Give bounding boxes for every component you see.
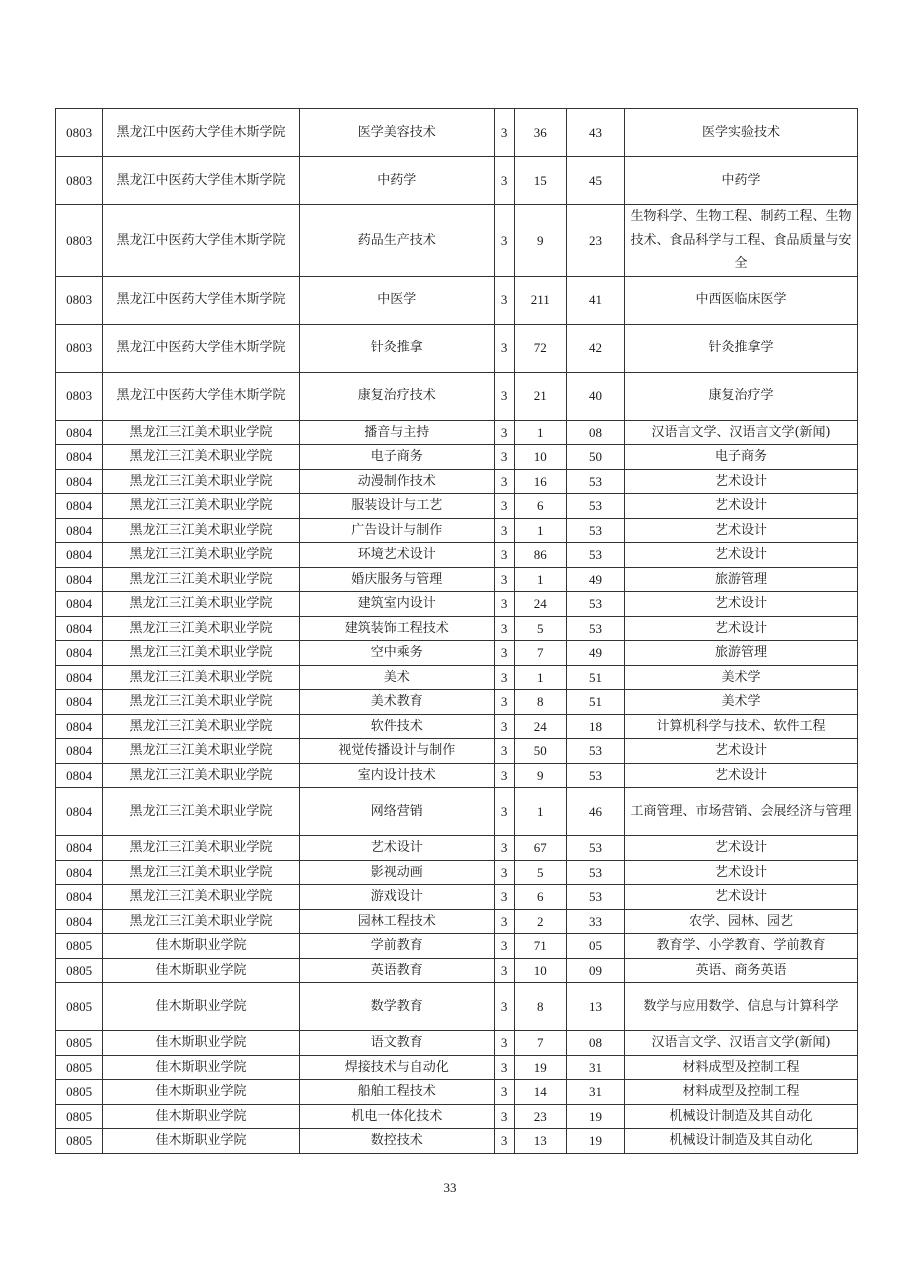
target-major-cell: 数学与应用数学、信息与计算科学 <box>625 983 858 1031</box>
years-cell: 3 <box>494 543 514 568</box>
page-number: 33 <box>443 1180 457 1195</box>
plan-cell: 14 <box>514 1080 566 1105</box>
target-major-cell: 艺术设计 <box>625 836 858 861</box>
target-code-cell: 49 <box>566 641 624 666</box>
code-cell: 0804 <box>56 445 103 470</box>
target-code-cell: 42 <box>566 324 624 372</box>
target-code-cell: 53 <box>566 543 624 568</box>
school-cell: 佳木斯职业学院 <box>103 958 300 983</box>
years-cell: 3 <box>494 1055 514 1080</box>
major-cell: 数学教育 <box>299 983 494 1031</box>
target-code-cell: 53 <box>566 836 624 861</box>
code-cell: 0805 <box>56 983 103 1031</box>
major-cell: 建筑装饰工程技术 <box>299 616 494 641</box>
major-cell: 空中乘务 <box>299 641 494 666</box>
plan-cell: 24 <box>514 714 566 739</box>
major-cell: 游戏设计 <box>299 885 494 910</box>
plan-cell: 1 <box>514 420 566 445</box>
school-cell: 黑龙江中医药大学佳木斯学院 <box>103 109 300 157</box>
code-cell: 0803 <box>56 372 103 420</box>
school-cell: 佳木斯职业学院 <box>103 1031 300 1056</box>
code-cell: 0803 <box>56 324 103 372</box>
table-row <box>56 763 858 788</box>
target-code-cell: 46 <box>566 788 624 836</box>
code-cell: 0804 <box>56 763 103 788</box>
code-cell: 0805 <box>56 958 103 983</box>
major-cell: 园林工程技术 <box>299 909 494 934</box>
years-cell: 3 <box>494 1080 514 1105</box>
code-cell: 0803 <box>56 109 103 157</box>
major-cell: 环境艺术设计 <box>299 543 494 568</box>
plan-cell: 72 <box>514 324 566 372</box>
plan-cell: 36 <box>514 109 566 157</box>
plan-cell: 6 <box>514 494 566 519</box>
table-row <box>56 420 858 445</box>
school-cell: 佳木斯职业学院 <box>103 1080 300 1105</box>
code-cell: 0804 <box>56 714 103 739</box>
years-cell: 3 <box>494 1129 514 1154</box>
target-code-cell: 18 <box>566 714 624 739</box>
table-row <box>56 739 858 764</box>
target-major-cell: 材料成型及控制工程 <box>625 1055 858 1080</box>
table-row <box>56 445 858 470</box>
school-cell: 黑龙江三江美术职业学院 <box>103 714 300 739</box>
code-cell: 0804 <box>56 641 103 666</box>
plan-cell: 10 <box>514 445 566 470</box>
code-cell: 0804 <box>56 909 103 934</box>
school-cell: 佳木斯职业学院 <box>103 1104 300 1129</box>
target-major-cell: 艺术设计 <box>625 616 858 641</box>
years-cell: 3 <box>494 372 514 420</box>
target-major-cell: 艺术设计 <box>625 469 858 494</box>
plan-cell: 86 <box>514 543 566 568</box>
table-row <box>56 909 858 934</box>
school-cell: 黑龙江三江美术职业学院 <box>103 885 300 910</box>
years-cell: 3 <box>494 788 514 836</box>
table-row <box>56 934 858 959</box>
years-cell: 3 <box>494 763 514 788</box>
target-code-cell: 19 <box>566 1129 624 1154</box>
target-major-cell: 医学实验技术 <box>625 109 858 157</box>
code-cell: 0805 <box>56 1080 103 1105</box>
target-major-cell: 旅游管理 <box>625 567 858 592</box>
table-row <box>56 1104 858 1129</box>
table-row <box>56 641 858 666</box>
target-major-cell: 艺术设计 <box>625 543 858 568</box>
target-major-cell: 艺术设计 <box>625 518 858 543</box>
plan-cell: 1 <box>514 567 566 592</box>
school-cell: 佳木斯职业学院 <box>103 983 300 1031</box>
code-cell: 0804 <box>56 739 103 764</box>
major-cell: 服装设计与工艺 <box>299 494 494 519</box>
target-code-cell: 51 <box>566 690 624 715</box>
table-row <box>56 983 858 1031</box>
school-cell: 佳木斯职业学院 <box>103 934 300 959</box>
table-row <box>56 592 858 617</box>
major-cell: 广告设计与制作 <box>299 518 494 543</box>
target-major-cell: 中西医临床医学 <box>625 276 858 324</box>
major-cell: 建筑室内设计 <box>299 592 494 617</box>
major-cell: 软件技术 <box>299 714 494 739</box>
table-row <box>56 157 858 205</box>
school-cell: 黑龙江三江美术职业学院 <box>103 543 300 568</box>
table-row <box>56 1080 858 1105</box>
years-cell: 3 <box>494 665 514 690</box>
school-cell: 黑龙江三江美术职业学院 <box>103 690 300 715</box>
target-major-cell: 针灸推拿学 <box>625 324 858 372</box>
target-major-cell: 计算机科学与技术、软件工程 <box>625 714 858 739</box>
plan-cell: 8 <box>514 983 566 1031</box>
target-major-cell: 艺术设计 <box>625 763 858 788</box>
school-cell: 佳木斯职业学院 <box>103 1129 300 1154</box>
major-cell: 康复治疗技术 <box>299 372 494 420</box>
table-row <box>56 885 858 910</box>
target-major-cell: 生物科学、生物工程、制药工程、生物技术、食品科学与工程、食品质量与安全 <box>625 205 858 277</box>
code-cell: 0804 <box>56 469 103 494</box>
school-cell: 黑龙江三江美术职业学院 <box>103 763 300 788</box>
table-row <box>56 690 858 715</box>
code-cell: 0805 <box>56 1104 103 1129</box>
code-cell: 0804 <box>56 860 103 885</box>
table-row <box>56 860 858 885</box>
school-cell: 黑龙江三江美术职业学院 <box>103 836 300 861</box>
major-cell: 播音与主持 <box>299 420 494 445</box>
target-code-cell: 53 <box>566 469 624 494</box>
table-row <box>56 372 858 420</box>
table-body <box>56 109 858 1154</box>
years-cell: 3 <box>494 1031 514 1056</box>
target-major-cell: 旅游管理 <box>625 641 858 666</box>
plan-cell: 71 <box>514 934 566 959</box>
plan-cell: 19 <box>514 1055 566 1080</box>
years-cell: 3 <box>494 420 514 445</box>
years-cell: 3 <box>494 567 514 592</box>
target-code-cell: 45 <box>566 157 624 205</box>
years-cell: 3 <box>494 934 514 959</box>
target-code-cell: 09 <box>566 958 624 983</box>
code-cell: 0805 <box>56 1055 103 1080</box>
plan-cell: 13 <box>514 1129 566 1154</box>
target-code-cell: 53 <box>566 763 624 788</box>
table-row <box>56 1055 858 1080</box>
years-cell: 3 <box>494 909 514 934</box>
plan-cell: 2 <box>514 909 566 934</box>
years-cell: 3 <box>494 690 514 715</box>
plan-cell: 23 <box>514 1104 566 1129</box>
major-cell: 英语教育 <box>299 958 494 983</box>
major-cell: 婚庆服务与管理 <box>299 567 494 592</box>
years-cell: 3 <box>494 109 514 157</box>
table-row <box>56 616 858 641</box>
plan-cell: 16 <box>514 469 566 494</box>
major-cell: 学前教育 <box>299 934 494 959</box>
table-row <box>56 469 858 494</box>
table-row <box>56 1031 858 1056</box>
target-major-cell: 机械设计制造及其自动化 <box>625 1104 858 1129</box>
code-cell: 0804 <box>56 543 103 568</box>
target-code-cell: 19 <box>566 1104 624 1129</box>
code-cell: 0805 <box>56 934 103 959</box>
code-cell: 0804 <box>56 690 103 715</box>
target-code-cell: 53 <box>566 592 624 617</box>
target-major-cell: 机械设计制造及其自动化 <box>625 1129 858 1154</box>
target-code-cell: 53 <box>566 518 624 543</box>
major-cell: 医学美容技术 <box>299 109 494 157</box>
school-cell: 黑龙江中医药大学佳木斯学院 <box>103 372 300 420</box>
major-cell: 影视动画 <box>299 860 494 885</box>
target-major-cell: 美术学 <box>625 665 858 690</box>
target-major-cell: 艺术设计 <box>625 885 858 910</box>
target-major-cell: 教育学、小学教育、学前教育 <box>625 934 858 959</box>
target-major-cell: 汉语言文学、汉语言文学(新闻) <box>625 420 858 445</box>
school-cell: 佳木斯职业学院 <box>103 1055 300 1080</box>
plan-cell: 5 <box>514 616 566 641</box>
years-cell: 3 <box>494 494 514 519</box>
plan-cell: 8 <box>514 690 566 715</box>
years-cell: 3 <box>494 445 514 470</box>
major-cell: 电子商务 <box>299 445 494 470</box>
target-major-cell: 英语、商务英语 <box>625 958 858 983</box>
plan-cell: 6 <box>514 885 566 910</box>
target-major-cell: 材料成型及控制工程 <box>625 1080 858 1105</box>
school-cell: 黑龙江三江美术职业学院 <box>103 469 300 494</box>
years-cell: 3 <box>494 518 514 543</box>
years-cell: 3 <box>494 205 514 277</box>
target-code-cell: 41 <box>566 276 624 324</box>
table-row <box>56 205 858 277</box>
major-cell: 语文教育 <box>299 1031 494 1056</box>
target-code-cell: 53 <box>566 616 624 641</box>
target-code-cell: 51 <box>566 665 624 690</box>
plan-cell: 67 <box>514 836 566 861</box>
target-code-cell: 53 <box>566 885 624 910</box>
target-major-cell: 美术学 <box>625 690 858 715</box>
target-major-cell: 电子商务 <box>625 445 858 470</box>
school-cell: 黑龙江三江美术职业学院 <box>103 494 300 519</box>
plan-cell: 9 <box>514 763 566 788</box>
school-cell: 黑龙江三江美术职业学院 <box>103 641 300 666</box>
target-major-cell: 中药学 <box>625 157 858 205</box>
code-cell: 0805 <box>56 1031 103 1056</box>
code-cell: 0804 <box>56 788 103 836</box>
school-cell: 黑龙江中医药大学佳木斯学院 <box>103 276 300 324</box>
major-cell: 艺术设计 <box>299 836 494 861</box>
plan-cell: 50 <box>514 739 566 764</box>
school-cell: 黑龙江三江美术职业学院 <box>103 445 300 470</box>
plan-cell: 1 <box>514 518 566 543</box>
target-major-cell: 艺术设计 <box>625 739 858 764</box>
major-cell: 中医学 <box>299 276 494 324</box>
target-code-cell: 49 <box>566 567 624 592</box>
years-cell: 3 <box>494 1104 514 1129</box>
code-cell: 0804 <box>56 885 103 910</box>
table-row <box>56 1129 858 1154</box>
table-row <box>56 788 858 836</box>
plan-cell: 1 <box>514 665 566 690</box>
years-cell: 3 <box>494 157 514 205</box>
code-cell: 0804 <box>56 665 103 690</box>
target-code-cell: 33 <box>566 909 624 934</box>
school-cell: 黑龙江中医药大学佳木斯学院 <box>103 157 300 205</box>
code-cell: 0804 <box>56 420 103 445</box>
years-cell: 3 <box>494 324 514 372</box>
target-code-cell: 13 <box>566 983 624 1031</box>
years-cell: 3 <box>494 616 514 641</box>
major-cell: 数控技术 <box>299 1129 494 1154</box>
target-code-cell: 53 <box>566 860 624 885</box>
major-cell: 焊接技术与自动化 <box>299 1055 494 1080</box>
target-code-cell: 08 <box>566 1031 624 1056</box>
code-cell: 0803 <box>56 205 103 277</box>
school-cell: 黑龙江中医药大学佳木斯学院 <box>103 324 300 372</box>
years-cell: 3 <box>494 276 514 324</box>
school-cell: 黑龙江三江美术职业学院 <box>103 616 300 641</box>
table-row <box>56 109 858 157</box>
code-cell: 0805 <box>56 1129 103 1154</box>
code-cell: 0804 <box>56 518 103 543</box>
table-row <box>56 276 858 324</box>
code-cell: 0804 <box>56 494 103 519</box>
plan-cell: 7 <box>514 641 566 666</box>
major-cell: 动漫制作技术 <box>299 469 494 494</box>
years-cell: 3 <box>494 836 514 861</box>
target-major-cell: 艺术设计 <box>625 494 858 519</box>
plan-cell: 7 <box>514 1031 566 1056</box>
code-cell: 0804 <box>56 616 103 641</box>
target-code-cell: 43 <box>566 109 624 157</box>
school-cell: 黑龙江三江美术职业学院 <box>103 909 300 934</box>
school-cell: 黑龙江三江美术职业学院 <box>103 592 300 617</box>
code-cell: 0803 <box>56 157 103 205</box>
years-cell: 3 <box>494 860 514 885</box>
major-cell: 针灸推拿 <box>299 324 494 372</box>
plan-cell: 10 <box>514 958 566 983</box>
target-code-cell: 50 <box>566 445 624 470</box>
plan-cell: 211 <box>514 276 566 324</box>
target-code-cell: 31 <box>566 1055 624 1080</box>
enrollment-table <box>55 108 858 1154</box>
years-cell: 3 <box>494 592 514 617</box>
target-code-cell: 53 <box>566 739 624 764</box>
years-cell: 3 <box>494 739 514 764</box>
table-row <box>56 567 858 592</box>
plan-cell: 1 <box>514 788 566 836</box>
target-code-cell: 23 <box>566 205 624 277</box>
major-cell: 视觉传播设计与制作 <box>299 739 494 764</box>
major-cell: 美术教育 <box>299 690 494 715</box>
table-row <box>56 543 858 568</box>
school-cell: 黑龙江三江美术职业学院 <box>103 567 300 592</box>
school-cell: 黑龙江三江美术职业学院 <box>103 739 300 764</box>
school-cell: 黑龙江三江美术职业学院 <box>103 788 300 836</box>
school-cell: 黑龙江三江美术职业学院 <box>103 665 300 690</box>
plan-cell: 15 <box>514 157 566 205</box>
target-major-cell: 康复治疗学 <box>625 372 858 420</box>
target-code-cell: 08 <box>566 420 624 445</box>
plan-cell: 21 <box>514 372 566 420</box>
years-cell: 3 <box>494 885 514 910</box>
years-cell: 3 <box>494 469 514 494</box>
major-cell: 药品生产技术 <box>299 205 494 277</box>
code-cell: 0804 <box>56 836 103 861</box>
target-major-cell: 艺术设计 <box>625 592 858 617</box>
years-cell: 3 <box>494 641 514 666</box>
plan-cell: 24 <box>514 592 566 617</box>
major-cell: 室内设计技术 <box>299 763 494 788</box>
major-cell: 网络营销 <box>299 788 494 836</box>
code-cell: 0804 <box>56 567 103 592</box>
code-cell: 0804 <box>56 592 103 617</box>
years-cell: 3 <box>494 714 514 739</box>
table-row <box>56 958 858 983</box>
target-code-cell: 40 <box>566 372 624 420</box>
target-major-cell: 汉语言文学、汉语言文学(新闻) <box>625 1031 858 1056</box>
major-cell: 机电一体化技术 <box>299 1104 494 1129</box>
table-row <box>56 324 858 372</box>
major-cell: 中药学 <box>299 157 494 205</box>
school-cell: 黑龙江中医药大学佳木斯学院 <box>103 205 300 277</box>
target-code-cell: 31 <box>566 1080 624 1105</box>
major-cell: 美术 <box>299 665 494 690</box>
target-code-cell: 05 <box>566 934 624 959</box>
years-cell: 3 <box>494 983 514 1031</box>
target-code-cell: 53 <box>566 494 624 519</box>
code-cell: 0803 <box>56 276 103 324</box>
plan-cell: 9 <box>514 205 566 277</box>
school-cell: 黑龙江三江美术职业学院 <box>103 420 300 445</box>
target-major-cell: 艺术设计 <box>625 860 858 885</box>
plan-cell: 5 <box>514 860 566 885</box>
table-row <box>56 836 858 861</box>
school-cell: 黑龙江三江美术职业学院 <box>103 518 300 543</box>
school-cell: 黑龙江三江美术职业学院 <box>103 860 300 885</box>
table-row <box>56 665 858 690</box>
target-major-cell: 农学、园林、园艺 <box>625 909 858 934</box>
table-row <box>56 494 858 519</box>
table-row <box>56 714 858 739</box>
table-row <box>56 518 858 543</box>
target-major-cell: 工商管理、市场营销、会展经济与管理 <box>625 788 858 836</box>
years-cell: 3 <box>494 958 514 983</box>
major-cell: 船舶工程技术 <box>299 1080 494 1105</box>
